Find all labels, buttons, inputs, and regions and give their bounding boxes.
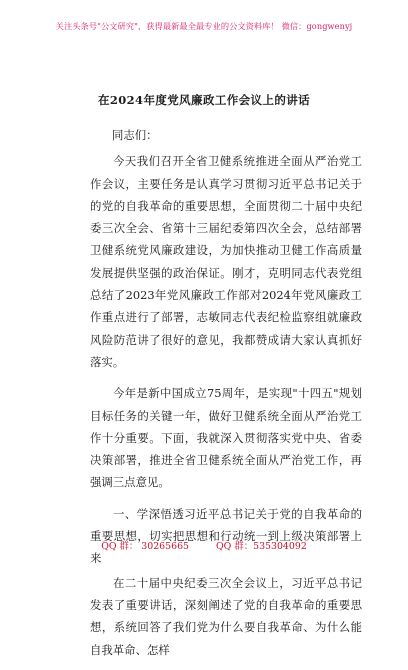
header-banner: 关注头条号"公文研究"，获得最新最全最专业的公文资料库！ 微信：gongwenyj [55,21,353,31]
salutation: 同志们： [112,128,158,142]
paragraph-intro: 今天我们召开全省卫健系统推进全面从严治党工作会议，主要任务是认真学习贯彻习近平总书记关于的党的自我革命的重要思想，全面贯彻二十届中央纪委三次全会、省第十三届纪委第四次全会，总结部署卫健系统党风廉政建设，为加快推动卫健工作高质量发展提供坚强的政治保证。刚才，克明同志代表党组总结了2023年党风廉政工作部对2024年党风廉政工作重点进行了部署，志敏同志代表纪检监察组就廉政风险防范讲了很好的意见，我都赞成请大家认真抓好落实。 [90,154,362,369]
footer-qq-group-2: QQ 群：535304092 [216,541,307,552]
paragraph-context: 今年是新中国成立75周年，是实现"十四五"规划目标任务的关键一年，做好卫健系统全面从严治党工作十分重要。下面，我就深入贯彻落实党中央、省委决策部署，推进全省卫健系统全面从严治党工作，再强调三点意见。 [90,386,362,490]
footer-qq-group-1: QQ 群： 30265665 [101,541,190,552]
document-title: 在2024年度党风廉政工作会议上的讲话 [97,93,311,107]
section-heading-1: 一、学深悟透习近平总书记关于党的自我革命的重要思想，切实把思想和行动统一到上级决策部署上来 [90,506,362,566]
footer-qq-groups [0,538,408,552]
document-body [90,124,362,670]
paragraph-section-1: 在二十届中央纪委三次全会议上，习近平总书记发表了重要讲话，深刻阐述了党的自我革命的重要思想，系统回答了我们党为什么要自我革命、为什么能自我革命、怎样 [90,575,362,657]
